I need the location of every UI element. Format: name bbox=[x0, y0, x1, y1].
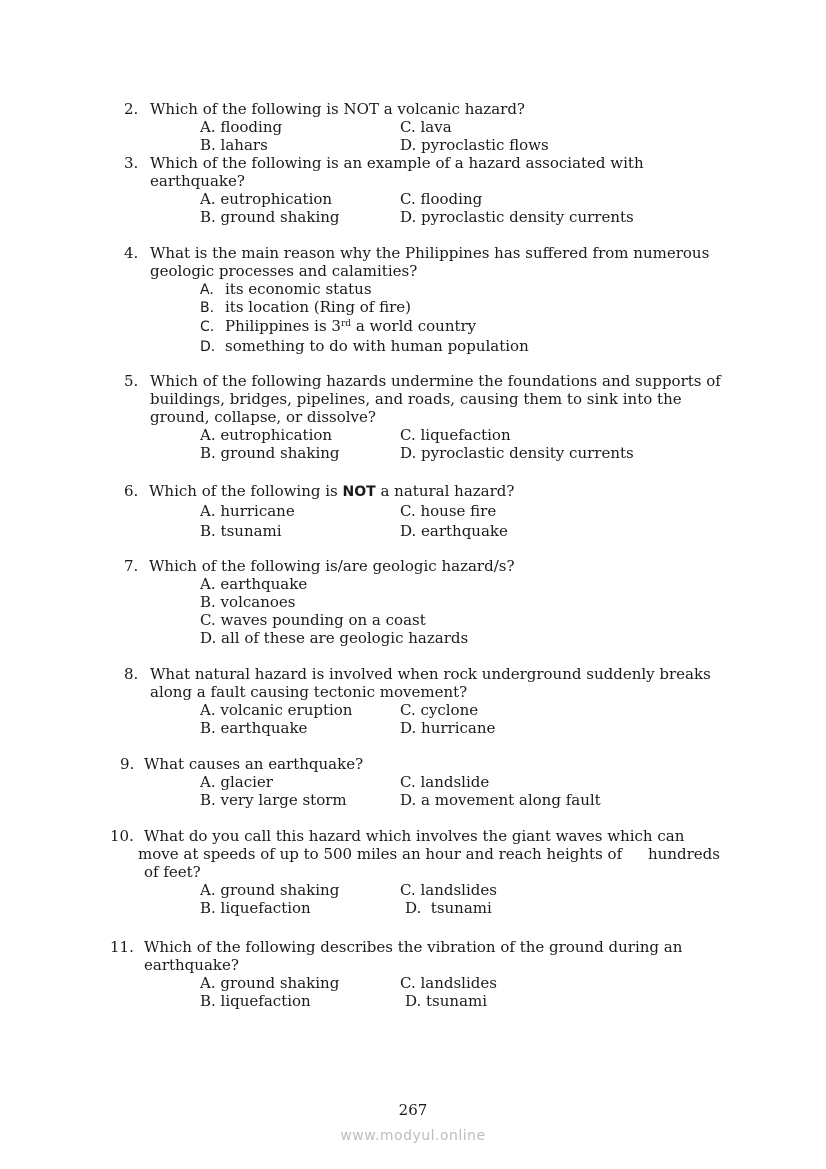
option-text: a world country bbox=[351, 317, 477, 335]
option-b: B. ground shaking bbox=[200, 444, 340, 462]
question-number: 5. bbox=[124, 372, 139, 390]
option-a: A. earthquake bbox=[200, 575, 308, 593]
option-text: something to do with human population bbox=[225, 337, 529, 355]
question-text: geologic processes and calamities? bbox=[150, 262, 418, 280]
question-number: 7. bbox=[124, 557, 139, 575]
question-text: ground, collapse, or dissolve? bbox=[150, 408, 376, 426]
question-text-start: Which of the following is bbox=[149, 482, 343, 500]
option-d: D. earthquake bbox=[400, 522, 508, 540]
question-text: What is the main reason why the Philippines has suffered from numerous bbox=[150, 244, 710, 262]
option-b: B. volcanoes bbox=[200, 593, 296, 611]
question-text: earthquake? bbox=[150, 172, 245, 190]
option-d: D. hurricane bbox=[400, 719, 496, 737]
option-c: C. waves pounding on a coast bbox=[200, 611, 426, 629]
question-text: along a fault causing tectonic movement? bbox=[150, 683, 468, 701]
question-text: hundreds bbox=[648, 845, 720, 863]
option-text: its economic status bbox=[225, 280, 372, 298]
page-number: 267 bbox=[398, 1101, 428, 1119]
emphasis-not: NOT bbox=[342, 484, 376, 500]
option-b: B. ground shaking bbox=[200, 208, 340, 226]
option-letter: B. bbox=[200, 300, 215, 316]
question-text: Which of the following is/are geologic hazard/s? bbox=[149, 557, 515, 575]
question-text: What natural hazard is involved when rock underground suddenly breaks bbox=[150, 665, 711, 683]
option-text: its location (Ring of fire) bbox=[225, 298, 411, 316]
option-a: A. eutrophication bbox=[200, 190, 333, 208]
question-text: Which of the following is NOT a volcanic hazard? bbox=[150, 100, 525, 118]
option-a: A. flooding bbox=[200, 118, 283, 136]
option-a: A. glacier bbox=[200, 773, 273, 791]
option-d: D. a movement along fault bbox=[400, 791, 601, 809]
option-d: D. pyroclastic flows bbox=[400, 136, 549, 154]
option-c: C. lava bbox=[400, 118, 452, 136]
question-text: buildings, bridges, pipelines, and roads, causing them to sink into the bbox=[150, 390, 682, 408]
watermark: www.modyul.online bbox=[340, 1128, 486, 1144]
option-d: D. all of these are geologic hazards bbox=[200, 629, 469, 647]
option-b: B. earthquake bbox=[200, 719, 308, 737]
question-text: Which of the following is an example of a hazard associated with bbox=[150, 154, 644, 172]
option-c: C. cyclone bbox=[400, 701, 479, 719]
option-d: D. tsunami bbox=[405, 899, 492, 917]
question-text: earthquake? bbox=[144, 956, 239, 974]
option-b: B. liquefaction bbox=[200, 899, 311, 917]
option-c: C. landslides bbox=[400, 881, 497, 899]
option-c: C. liquefaction bbox=[400, 426, 511, 444]
option-a: A. volcanic eruption bbox=[200, 701, 353, 719]
option-b bbox=[200, 298, 411, 317]
option-c bbox=[200, 317, 476, 336]
question-text: Which of the following hazards undermine the foundations and supports of bbox=[150, 372, 721, 390]
question-number: 4. bbox=[124, 244, 139, 262]
ordinal-superscript: rd bbox=[340, 319, 352, 329]
option-c: C. landslide bbox=[400, 773, 490, 791]
question-number: 2. bbox=[124, 100, 139, 118]
question-text: What do you call this hazard which involves the giant waves which can bbox=[144, 827, 685, 845]
option-d: D. tsunami bbox=[405, 992, 488, 1010]
question-text-end: a natural hazard? bbox=[375, 482, 515, 500]
question-text: of feet? bbox=[144, 863, 201, 881]
question-number: 9. bbox=[120, 755, 135, 773]
option-c: C. house fire bbox=[400, 502, 497, 520]
question-text bbox=[149, 482, 514, 501]
question-number: 8. bbox=[124, 665, 139, 683]
question-number: 10. bbox=[110, 827, 134, 845]
option-d: D. pyroclastic density currents bbox=[400, 208, 634, 226]
option-c: C. flooding bbox=[400, 190, 483, 208]
option-b: B. lahars bbox=[200, 136, 268, 154]
option-c: C. landslides bbox=[400, 974, 497, 992]
option-b: B. liquefaction bbox=[200, 992, 311, 1010]
question-number: 11. bbox=[110, 938, 134, 956]
option-a: A. eutrophication bbox=[200, 426, 333, 444]
question-text: What causes an earthquake? bbox=[144, 755, 364, 773]
option-a: A. hurricane bbox=[200, 502, 295, 520]
question-text: move at speeds of up to 500 miles an hour and reach heights of bbox=[138, 845, 623, 863]
option-letter: C. bbox=[200, 319, 215, 335]
option-d bbox=[200, 337, 529, 356]
question-number: 3. bbox=[124, 154, 139, 172]
option-text: Philippines is 3 bbox=[225, 317, 341, 335]
question-number: 6. bbox=[124, 482, 139, 500]
option-a bbox=[200, 280, 372, 299]
option-letter: D. bbox=[200, 339, 216, 355]
option-d: D. pyroclastic density currents bbox=[400, 444, 634, 462]
question-text: Which of the following describes the vibration of the ground during an bbox=[144, 938, 683, 956]
option-letter: A. bbox=[200, 282, 214, 298]
option-a: A. ground shaking bbox=[200, 881, 340, 899]
option-b: B. very large storm bbox=[200, 791, 347, 809]
option-b: B. tsunami bbox=[200, 522, 282, 540]
option-a: A. ground shaking bbox=[200, 974, 340, 992]
